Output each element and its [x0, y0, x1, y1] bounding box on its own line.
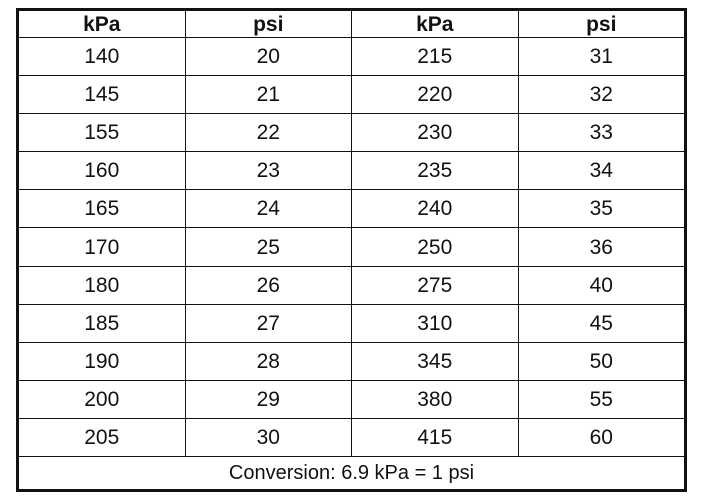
cell-kpa-right: 235	[352, 152, 519, 190]
cell-kpa-left: 185	[19, 304, 186, 342]
header-kpa-right: kPa	[352, 11, 519, 38]
cell-kpa-right: 310	[352, 304, 519, 342]
cell-kpa-right: 215	[352, 38, 519, 76]
cell-psi-left: 28	[185, 342, 352, 380]
cell-psi-right: 35	[518, 190, 685, 228]
cell-psi-left: 30	[185, 418, 352, 456]
cell-kpa-right: 345	[352, 342, 519, 380]
table-row	[19, 114, 685, 152]
cell-psi-left: 25	[185, 228, 352, 266]
cell-kpa-left: 180	[19, 266, 186, 304]
cell-kpa-right: 415	[352, 418, 519, 456]
cell-psi-left: 21	[185, 76, 352, 114]
cell-psi-right: 34	[518, 152, 685, 190]
cell-psi-left: 20	[185, 38, 352, 76]
cell-psi-right: 60	[518, 418, 685, 456]
cell-kpa-left: 140	[19, 38, 186, 76]
table-row	[19, 418, 685, 456]
header-row	[19, 11, 685, 38]
cell-psi-right: 33	[518, 114, 685, 152]
cell-psi-left: 23	[185, 152, 352, 190]
table-row	[19, 228, 685, 266]
cell-psi-right: 40	[518, 266, 685, 304]
header-psi-left: psi	[185, 11, 352, 38]
cell-kpa-left: 160	[19, 152, 186, 190]
table-row	[19, 38, 685, 76]
cell-kpa-right: 275	[352, 266, 519, 304]
cell-kpa-left: 190	[19, 342, 186, 380]
table-row	[19, 342, 685, 380]
cell-psi-right: 32	[518, 76, 685, 114]
cell-kpa-left: 205	[19, 418, 186, 456]
table-row	[19, 266, 685, 304]
cell-psi-left: 24	[185, 190, 352, 228]
cell-kpa-left: 165	[19, 190, 186, 228]
table-row	[19, 190, 685, 228]
pressure-conversion-table	[18, 10, 685, 490]
cell-kpa-right: 250	[352, 228, 519, 266]
cell-psi-right: 31	[518, 38, 685, 76]
cell-psi-right: 45	[518, 304, 685, 342]
cell-psi-right: 36	[518, 228, 685, 266]
cell-kpa-right: 220	[352, 76, 519, 114]
cell-psi-left: 26	[185, 266, 352, 304]
cell-kpa-left: 145	[19, 76, 186, 114]
cell-kpa-right: 380	[352, 380, 519, 418]
cell-kpa-left: 200	[19, 380, 186, 418]
cell-kpa-right: 240	[352, 190, 519, 228]
cell-kpa-right: 230	[352, 114, 519, 152]
cell-psi-right: 50	[518, 342, 685, 380]
table-row	[19, 380, 685, 418]
cell-kpa-left: 170	[19, 228, 186, 266]
table-row	[19, 152, 685, 190]
conversion-note: Conversion: 6.9 kPa = 1 psi	[19, 457, 685, 490]
footer-row	[19, 457, 685, 490]
cell-psi-right: 55	[518, 380, 685, 418]
table-row	[19, 304, 685, 342]
cell-kpa-left: 155	[19, 114, 186, 152]
cell-psi-left: 27	[185, 304, 352, 342]
header-kpa-left: kPa	[19, 11, 186, 38]
header-psi-right: psi	[518, 11, 685, 38]
cell-psi-left: 22	[185, 114, 352, 152]
cell-psi-left: 29	[185, 380, 352, 418]
pressure-conversion-table-container	[16, 8, 687, 492]
table-row	[19, 76, 685, 114]
